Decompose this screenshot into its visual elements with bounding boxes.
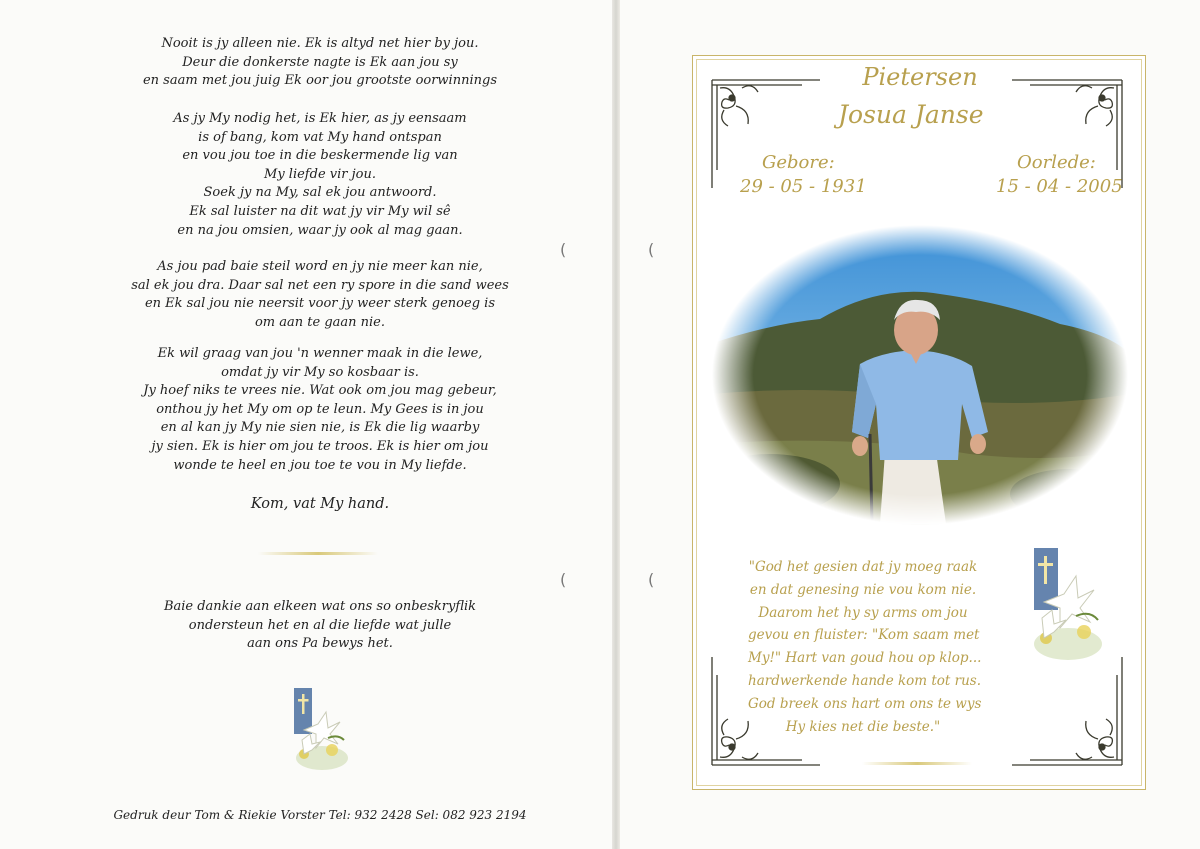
poem-line: Deur die donkerste nagte is Ek aan jou sy — [182, 54, 458, 70]
thanks-line: ondersteun het en al die liefde wat julle — [188, 617, 452, 633]
poem-stanza — [110, 35, 530, 91]
thanks-line: aan ons Pa bewys het. — [247, 636, 393, 652]
punch-hole-mark: ( — [648, 240, 655, 259]
poem-line: en vou jou toe in die beskermende lig van — [182, 148, 458, 164]
verse-line: God breek ons hart om ons te wys — [748, 695, 982, 712]
printer-credit: Gedruk deur Tom & Riekie Vorster Tel: 932 2428 Sel: 082 923 2194 — [113, 808, 527, 822]
corner-ornament-icon — [1010, 655, 1132, 779]
poem-line: en Ek sal jou nie neersit voor jy weer sterk genoeg is — [144, 296, 495, 312]
poem-line: My liefde vir jou. — [264, 166, 376, 182]
closing-line: Kom, vat My hand. — [250, 496, 390, 512]
poem-line: en al kan jy My nie sien nie, is Ek die lig waarby — [160, 420, 480, 436]
punch-hole-mark: ( — [648, 570, 655, 589]
poem-line: jy sien. Ek is hier om jou te troos. Ek is hier om jou — [151, 438, 489, 454]
poem-line: Soek jy na My, sal ek jou antwoord. — [203, 185, 437, 201]
poem-line: sal ek jou dra. Daar sal net een ry spore in die sand wees — [131, 277, 509, 293]
verse-line: en dat genesing nie vou kom nie. — [749, 581, 977, 598]
verse-line: My!" Hart van goud hou op klop... — [748, 650, 982, 667]
poem-line: en na jou omsien, waar jy ook al mag gaan. — [177, 222, 463, 238]
poem-line: Nooit is jy alleen nie. Ek is altyd net hier by jou. — [161, 36, 479, 51]
poem-stanza — [110, 258, 530, 332]
punch-hole-mark: ( — [560, 570, 567, 589]
memorial-verse — [748, 556, 982, 738]
died-label: Oorlede: — [1017, 152, 1096, 173]
poem-line: om aan te gaan nie. — [254, 314, 386, 330]
poem-line: wonde te heel en jou toe te vou in My liefde. — [173, 457, 467, 473]
poem-line: Jy hoef niks te vrees nie. Wat ook om jou mag gebeur, — [143, 383, 497, 399]
gold-divider — [258, 552, 378, 555]
portrait-photo — [710, 224, 1130, 526]
poem-stanza — [110, 345, 530, 475]
given-names: Josua Janse — [838, 100, 984, 129]
poem-line: is of bang, kom vat My hand ontspan — [198, 129, 442, 145]
born-label: Gebore: — [762, 152, 835, 173]
cross-lily-icon — [1024, 540, 1106, 668]
poem-line: Ek sal luister na dit wat jy vir My wil sê — [189, 203, 451, 219]
page-fold — [612, 0, 620, 849]
thanks-line: Baie dankie aan elkeen wat ons so onbeskryflik — [163, 599, 477, 614]
poem-stanza — [110, 110, 530, 240]
cross-lily-icon — [288, 684, 350, 774]
poem-line: onthou jy het My om op te leun. My Gees is in jou — [156, 401, 484, 417]
poem-line: As jy My nodig het, is Ek hier, as jy eensaam — [173, 111, 467, 126]
thanks-message — [110, 598, 530, 654]
verse-line: "God het gesien dat jy moeg raak — [748, 559, 978, 575]
poem-line: omdat jy vir My so kosbaar is. — [221, 364, 419, 380]
verse-line: Daarom het hy sy arms om jou — [758, 604, 968, 621]
verse-line: gevou en fluister: "Kom saam met — [748, 627, 980, 644]
born-date: 29 - 05 - 1931 — [740, 176, 867, 197]
gold-divider — [862, 762, 972, 765]
verse-line: Hy kies net die beste." — [785, 718, 941, 735]
poem-line: Ek wil graag van jou 'n wenner maak in die lewe, — [157, 346, 483, 361]
surname: Pietersen — [862, 63, 978, 91]
poem-line: en saam met jou juig Ek oor jou grootste oorwinnings — [142, 73, 497, 89]
punch-hole-mark: ( — [560, 240, 567, 259]
died-date: 15 - 04 - 2005 — [996, 176, 1123, 197]
poem-line: As jou pad baie steil word en jy nie meer kan nie, — [157, 259, 483, 274]
verse-line: hardwerkende hande kom tot rus. — [748, 672, 982, 689]
